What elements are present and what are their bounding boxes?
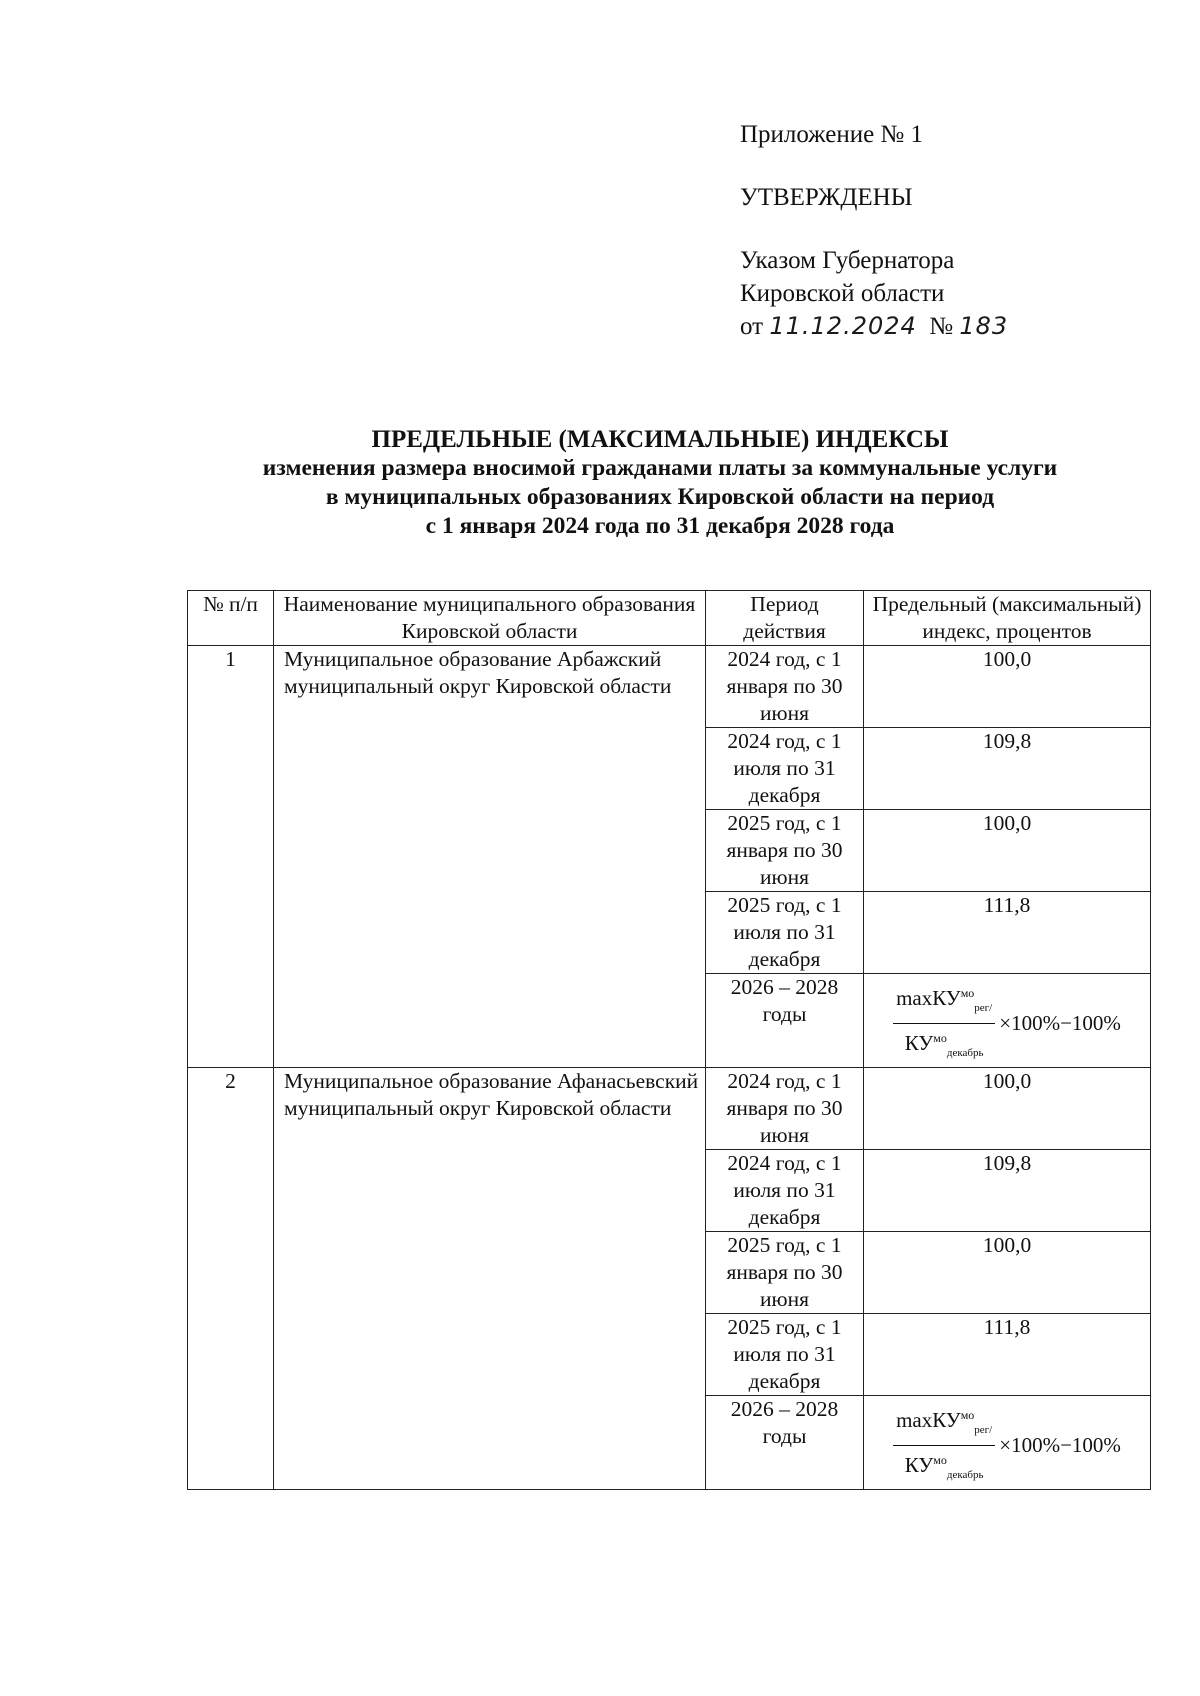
period-cell: 2024 год, с 1 января по 30 июня xyxy=(706,646,864,728)
index-value-cell: 109,8 xyxy=(864,728,1151,810)
table-header-row xyxy=(188,591,1151,646)
indices-table xyxy=(187,590,1151,1490)
formula-denominator: $КУ^{мо}_{декабрь}$ xyxy=(904,1453,984,1481)
table-row xyxy=(188,1068,1151,1150)
title-line-3: в муниципальных образованиях Кировской области на период xyxy=(325,484,995,510)
index-value-cell: 100,0 xyxy=(864,1232,1151,1314)
index-value-cell: 111,8 xyxy=(864,1314,1151,1396)
decree-number: 183 xyxy=(959,312,1009,340)
formula-denominator: $КУ^{мо}_{декабрь}$ xyxy=(904,1031,984,1059)
index-value-cell: 111,8 xyxy=(864,892,1151,974)
approved-label: УТВЕРЖДЕНЫ xyxy=(740,184,913,211)
formula-numerator: maxКУ$^{мо}_{рег/}$ xyxy=(893,1402,995,1446)
header-period: Период действия xyxy=(706,591,864,646)
formula-fraction xyxy=(893,1402,995,1489)
municipality-name: Муниципальное образование Афанасьевский муниципальный округ Кировской области xyxy=(274,1068,706,1490)
index-value-cell: 109,8 xyxy=(864,1150,1151,1232)
header-name: Наименование муниципального образования Кировской области xyxy=(274,591,706,646)
index-value-cell xyxy=(864,1396,1151,1490)
approval-block xyxy=(740,118,1180,343)
formula-fraction xyxy=(893,980,995,1067)
title-line-4: с 1 января 2024 года по 31 декабря 2028 года xyxy=(425,513,895,539)
formula-suffix: ×100%−100% xyxy=(999,1433,1121,1457)
title-line-2: изменения размера вносимой гражданами платы за коммунальные услуги xyxy=(262,455,1058,481)
period-cell: 2024 год, с 1 июля по 31 декабря xyxy=(706,1150,864,1232)
approved-by-line-1: Указом Губернатора xyxy=(740,247,955,274)
from-label: от xyxy=(740,313,764,340)
period-cell: 2025 год, с 1 января по 30 июня xyxy=(706,1232,864,1314)
period-cell: 2024 год, с 1 января по 30 июня xyxy=(706,1068,864,1150)
header-number: № п/п xyxy=(188,591,274,646)
index-formula xyxy=(893,1402,1121,1489)
period-cell: 2026 – 2028 годы xyxy=(706,1396,864,1490)
table-row xyxy=(188,646,1151,728)
period-cell: 2024 год, с 1 июля по 31 декабря xyxy=(706,728,864,810)
number-label: № xyxy=(929,313,954,340)
index-formula xyxy=(893,980,1121,1067)
decree-reference xyxy=(740,310,1180,343)
document-title xyxy=(170,425,1150,541)
municipality-name: Муниципальное образование Арбажский муниципальный округ Кировской области xyxy=(274,646,706,1068)
row-number: 2 xyxy=(188,1068,274,1490)
formula-numerator: maxКУ$^{мо}_{рег/}$ xyxy=(893,980,995,1024)
index-value-cell: 100,0 xyxy=(864,646,1151,728)
formula-suffix: ×100%−100% xyxy=(999,1011,1121,1035)
appendix-label: Приложение № 1 xyxy=(740,121,924,148)
index-value-cell xyxy=(864,974,1151,1068)
period-cell: 2025 год, с 1 июля по 31 декабря xyxy=(706,1314,864,1396)
index-value-cell: 100,0 xyxy=(864,810,1151,892)
table-body xyxy=(188,646,1151,1490)
row-number: 1 xyxy=(188,646,274,1068)
title-line-1: ПРЕДЕЛЬНЫЕ (МАКСИМАЛЬНЫЕ) ИНДЕКСЫ xyxy=(371,426,949,453)
index-value-cell: 100,0 xyxy=(864,1068,1151,1150)
header-index: Предельный (максимальный) индекс, процентов xyxy=(864,591,1151,646)
period-cell: 2026 – 2028 годы xyxy=(706,974,864,1068)
approved-by-line-2: Кировской области xyxy=(740,280,945,307)
period-cell: 2025 год, с 1 июля по 31 декабря xyxy=(706,892,864,974)
decree-date: 11.12.2024 xyxy=(769,312,917,340)
period-cell: 2025 год, с 1 января по 30 июня xyxy=(706,810,864,892)
